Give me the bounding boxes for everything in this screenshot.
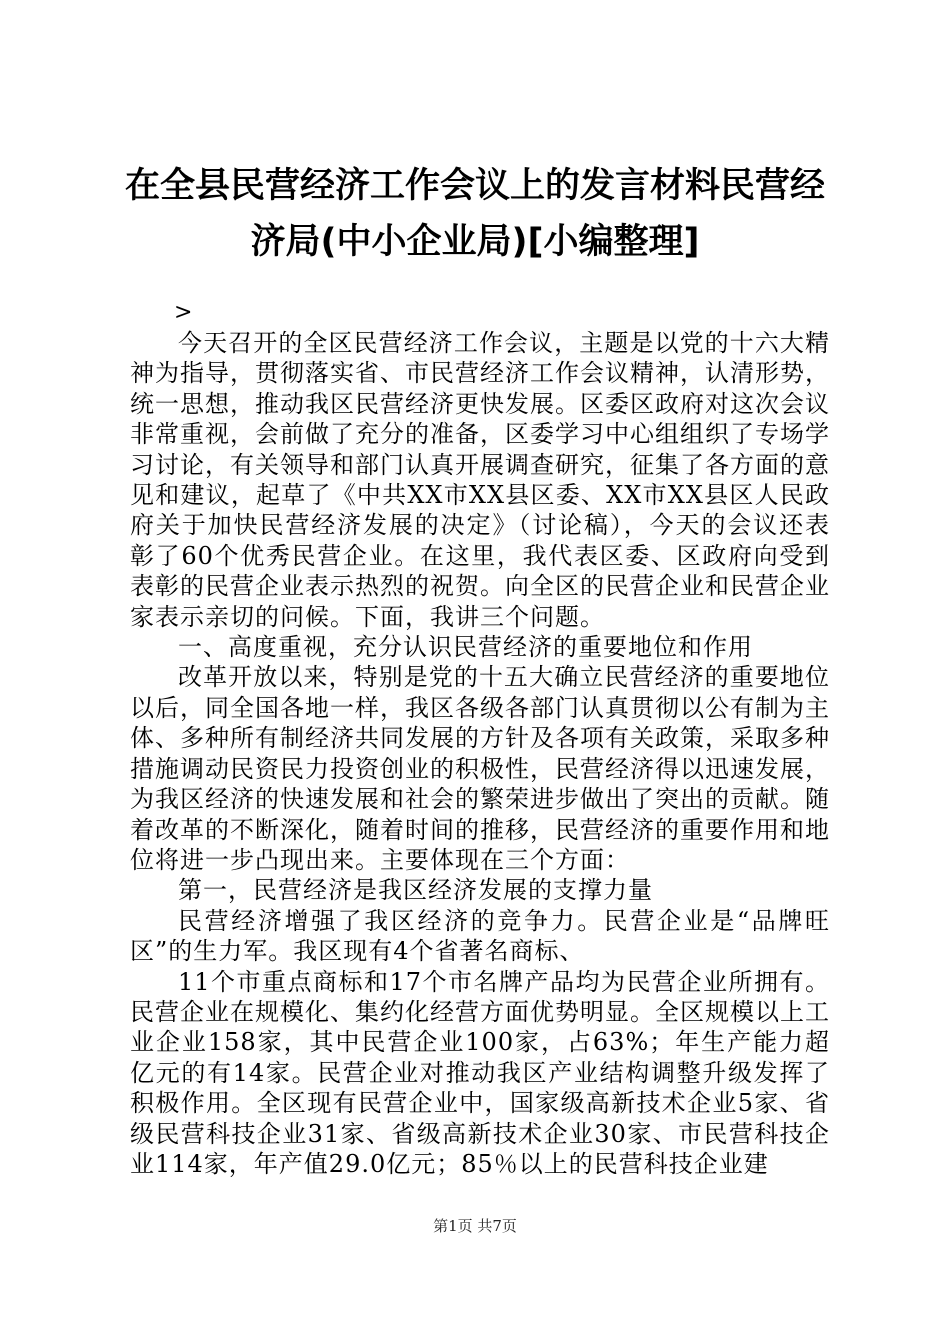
paragraph-competitiveness: 民营经济增强了我区经济的竞争力。民营企业是“品牌旺区”的生力军。我区现有4个省著名商标、	[130, 906, 830, 966]
document-title: 在全县民营经济工作会议上的发言材料民营经济局(中小企业局)[小编整理]	[124, 166, 825, 262]
subsection-heading-1: 第一，民营经济是我区经济发展的支撑力量	[178, 876, 653, 905]
paragraph-intro: 今天召开的全区民营经济工作会议，主题是以党的十六大精神为指导，贯彻落实省、市民营经济工作会议精神，认清形势，统一思想，推动我区民营经济更快发展。区委区政府对这次会议非常重视，会前做了充分的准备，区委学习中心组组织了专场学习讨论，有关领导和部门认真开展调查研究，征集了各方面的意见和建议，起草了《中共XX市XX县区委、XX市XX县区人民政府关于加快民营经济发展的决定》（讨论稿），今天的会议还表彰了60个优秀民营企业。在这里，我代表区委、区政府向受到表彰的民营企业表示热烈的祝贺。向全区的民营企业和民营企业家表示亲切的问候。下面，我讲三个问题。	[130, 329, 830, 631]
paragraph-reform: 改革开放以来，特别是党的十五大确立民营经济的重要地位以后，同全国各地一样，我区各级各部门认真贯彻以公有制为主体、多种所有制经济共同发展的方针及各项有关政策，采取多种措施调动民资民力投资创业的积极性，民营经济得以迅速发展，为我区经济的快速发展和社会的繁荣进步做出了突出的贡献。随着改革的不断深化，随着时间的推移，民营经济的重要作用和地位将进一步凸现出来。主要体现在三个方面：	[130, 663, 830, 874]
section-heading-1: 一、高度重视，充分认识民营经济的重要地位和作用	[178, 633, 753, 662]
arrow-marker: >	[174, 300, 193, 325]
document-body	[130, 328, 830, 1179]
paragraph-statistics: 11个市重点商标和17个市名牌产品均为民营企业所拥有。民营企业在规模化、集约化经营方面优势明显。全区规模以上工业企业158家，其中民营企业100家，占63%；年生产能力超亿元的有14家。民营企业对推动我区产业结构调整升级发挥了积极作用。全区现有民营企业中，国家级高新技术企业5家、省级民营科技企业31家、省级高新技术企业30家、市民营科技企业114家，年产值29.0亿元；85％以上的民营科技企业建	[130, 967, 830, 1178]
page-footer: 第1页 共7页	[433, 1217, 517, 1235]
